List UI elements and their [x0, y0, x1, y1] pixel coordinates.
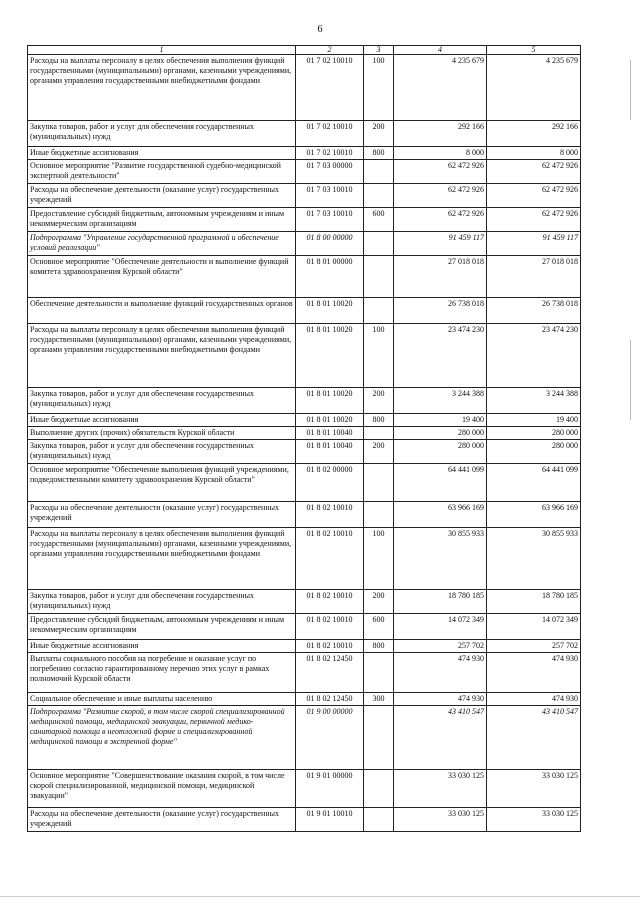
row-value-1-cell: 33 030 125: [394, 770, 487, 808]
row-code-cell: 01 8 02 10010: [296, 590, 364, 614]
row-value-2-cell: 33 030 125: [487, 770, 581, 808]
row-name-cell: Иные бюджетные ассигнования: [28, 640, 296, 653]
row-name-cell: Закупка товаров, работ и услуг для обеспечения государственных (муниципальных) нужд: [28, 440, 296, 464]
table-row: [28, 298, 581, 324]
row-code-cell: 01 7 03 00000: [296, 160, 364, 184]
row-type-cell: 200: [364, 121, 394, 147]
row-name-cell: Иные бюджетные ассигнования: [28, 414, 296, 427]
row-name-cell: Расходы на обеспечение деятельности (оказание услуг) государственных учреждений: [28, 808, 296, 832]
row-value-2-cell: 8 000: [487, 147, 581, 160]
row-value-2-cell: 19 400: [487, 414, 581, 427]
scan-edge-mark: [630, 340, 631, 420]
row-code-cell: 01 9 00 00000: [296, 706, 364, 770]
row-type-cell: 600: [364, 614, 394, 640]
table-row: [28, 693, 581, 706]
table-row: [28, 808, 581, 832]
row-name-cell: Выплаты социального пособия на погребение и оказание услуг по погребению согласно гарантированному перечню этих услуг в рамках полномочий Курской области: [28, 653, 296, 693]
row-type-cell: 600: [364, 208, 394, 232]
row-value-2-cell: 27 018 018: [487, 256, 581, 298]
row-value-2-cell: 62 472 926: [487, 208, 581, 232]
row-name-cell: Выполнение других (прочих) обязательств Курской области: [28, 427, 296, 440]
row-type-cell: 100: [364, 528, 394, 590]
row-value-2-cell: 43 410 547: [487, 706, 581, 770]
row-value-2-cell: 474 930: [487, 693, 581, 706]
row-value-2-cell: 33 030 125: [487, 808, 581, 832]
row-type-cell: 200: [364, 590, 394, 614]
row-name-cell: Расходы на обеспечение деятельности (оказание услуг) государственных учреждений: [28, 184, 296, 208]
row-value-1-cell: 30 855 933: [394, 528, 487, 590]
row-code-cell: 01 7 02 10010: [296, 121, 364, 147]
scan-bottom-edge: [0, 896, 640, 897]
header-col-1: 1: [28, 46, 296, 55]
row-type-cell: 200: [364, 388, 394, 414]
scan-edge-mark: [630, 60, 631, 120]
row-type-cell: [364, 653, 394, 693]
row-name-cell: Расходы на обеспечение деятельности (оказание услуг) государственных учреждений: [28, 502, 296, 528]
row-value-1-cell: 3 244 388: [394, 388, 487, 414]
header-col-4: 4: [394, 46, 487, 55]
row-type-cell: 100: [364, 55, 394, 121]
row-value-1-cell: 27 018 018: [394, 256, 487, 298]
row-type-cell: [364, 184, 394, 208]
row-value-2-cell: 292 166: [487, 121, 581, 147]
row-name-cell: Закупка товаров, работ и услуг для обеспечения государственных (муниципальных) нужд: [28, 121, 296, 147]
row-value-1-cell: 474 930: [394, 653, 487, 693]
table-row: [28, 388, 581, 414]
row-code-cell: 01 8 01 10020: [296, 324, 364, 388]
row-value-2-cell: 62 472 926: [487, 184, 581, 208]
row-value-1-cell: 292 166: [394, 121, 487, 147]
row-value-2-cell: 3 244 388: [487, 388, 581, 414]
row-type-cell: [364, 427, 394, 440]
row-value-1-cell: 18 780 185: [394, 590, 487, 614]
table-row: [28, 121, 581, 147]
row-value-2-cell: 18 780 185: [487, 590, 581, 614]
row-name-cell: Предоставление субсидий бюджетным, автономным учреждениям и иным некоммерческим организациям: [28, 614, 296, 640]
table-row: [28, 55, 581, 121]
row-type-cell: 800: [364, 147, 394, 160]
row-type-cell: 100: [364, 324, 394, 388]
row-value-1-cell: 63 966 169: [394, 502, 487, 528]
row-type-cell: [364, 232, 394, 256]
row-value-1-cell: 43 410 547: [394, 706, 487, 770]
row-name-cell: Расходы на выплаты персоналу в целях обеспечения выполнения функций государственными (муниципальными) органами, казенными учреждениями, органами управления государственными внебюджетными фондами: [28, 324, 296, 388]
row-name-cell: Закупка товаров, работ и услуг для обеспечения государственных (муниципальных) нужд: [28, 388, 296, 414]
row-value-2-cell: 62 472 926: [487, 160, 581, 184]
row-value-1-cell: 62 472 926: [394, 184, 487, 208]
row-value-1-cell: 257 702: [394, 640, 487, 653]
row-type-cell: [364, 502, 394, 528]
row-code-cell: 01 7 03 10010: [296, 184, 364, 208]
table-row: [28, 147, 581, 160]
row-code-cell: 01 8 02 10010: [296, 640, 364, 653]
row-type-cell: [364, 298, 394, 324]
row-type-cell: 300: [364, 693, 394, 706]
row-code-cell: 01 8 02 10010: [296, 502, 364, 528]
row-code-cell: 01 7 02 10010: [296, 147, 364, 160]
table-row: [28, 440, 581, 464]
table-row: [28, 427, 581, 440]
row-name-cell: Расходы на выплаты персоналу в целях обеспечения выполнения функций государственными (муниципальными) органами, казенными учреждениями, органами управления государственными внебюджетными фондами: [28, 528, 296, 590]
row-code-cell: 01 8 02 00000: [296, 464, 364, 502]
row-type-cell: [364, 464, 394, 502]
row-value-2-cell: 280 000: [487, 427, 581, 440]
row-code-cell: 01 8 02 10010: [296, 528, 364, 590]
table-row: [28, 653, 581, 693]
row-value-1-cell: 33 030 125: [394, 808, 487, 832]
header-col-3: 3: [364, 46, 394, 55]
row-name-cell: Основное мероприятие "Развитие государственной судебно-медицинской экспертной деятельности": [28, 160, 296, 184]
row-value-1-cell: 64 441 099: [394, 464, 487, 502]
row-type-cell: 800: [364, 414, 394, 427]
row-type-cell: [364, 808, 394, 832]
row-code-cell: 01 7 02 10010: [296, 55, 364, 121]
table-row: [28, 770, 581, 808]
row-code-cell: 01 8 02 12450: [296, 653, 364, 693]
table-row: [28, 414, 581, 427]
row-type-cell: 200: [364, 440, 394, 464]
row-name-cell: Основное мероприятие "Совершенствование оказания скорой, в том числе скорой специализированной, медицинской помощи, медицинской эвакуации": [28, 770, 296, 808]
row-value-2-cell: 280 000: [487, 440, 581, 464]
row-value-1-cell: 280 000: [394, 440, 487, 464]
table-row: [28, 706, 581, 770]
table-row: [28, 502, 581, 528]
row-name-cell: Основное мероприятие "Обеспечение деятельности и выполнение функций комитета здравоохранения Курской области": [28, 256, 296, 298]
budget-table: [27, 45, 581, 832]
table-body: [28, 55, 581, 832]
row-code-cell: 01 9 01 10010: [296, 808, 364, 832]
row-value-1-cell: 14 072 349: [394, 614, 487, 640]
table-row: [28, 464, 581, 502]
table-row: [28, 232, 581, 256]
row-value-1-cell: 4 235 679: [394, 55, 487, 121]
table-row: [28, 256, 581, 298]
row-value-1-cell: 62 472 926: [394, 208, 487, 232]
table-row: [28, 528, 581, 590]
row-name-cell: Подпрограмма "Управление государственной программой и обеспечение условий реализации": [28, 232, 296, 256]
row-value-1-cell: 19 400: [394, 414, 487, 427]
row-value-2-cell: 4 235 679: [487, 55, 581, 121]
table-row: [28, 614, 581, 640]
page-number: 6: [317, 24, 323, 35]
row-code-cell: 01 8 02 12450: [296, 693, 364, 706]
row-name-cell: Закупка товаров, работ и услуг для обеспечения государственных (муниципальных) нужд: [28, 590, 296, 614]
table-row: [28, 640, 581, 653]
row-name-cell: Основное мероприятие "Обеспечение выполнения функций учреждениями, подведомственными комитету здравоохранения Курской области": [28, 464, 296, 502]
row-code-cell: 01 7 03 10010: [296, 208, 364, 232]
row-value-2-cell: 23 474 230: [487, 324, 581, 388]
row-code-cell: 01 8 01 10020: [296, 298, 364, 324]
row-name-cell: Социальное обеспечение и иные выплаты населению: [28, 693, 296, 706]
row-value-2-cell: 63 966 169: [487, 502, 581, 528]
row-value-2-cell: 26 738 018: [487, 298, 581, 324]
row-value-1-cell: 8 000: [394, 147, 487, 160]
table-row: [28, 324, 581, 388]
row-value-2-cell: 30 855 933: [487, 528, 581, 590]
table-row: [28, 590, 581, 614]
row-name-cell: Обеспечение деятельности и выполнение функций государственных органов: [28, 298, 296, 324]
row-name-cell: Подпрограмма "Развитие скорой, в том числе скорой специализированной медицинской помощи, медицинской эвакуации, первичной медико-санитарной помощи в неотложной форме и специализированной медицинской помощи в экстренной форме": [28, 706, 296, 770]
row-type-cell: [364, 706, 394, 770]
row-value-2-cell: 14 072 349: [487, 614, 581, 640]
header-col-2: 2: [296, 46, 364, 55]
row-code-cell: 01 8 01 10040: [296, 427, 364, 440]
table-row: [28, 184, 581, 208]
row-value-2-cell: 64 441 099: [487, 464, 581, 502]
row-value-1-cell: 23 474 230: [394, 324, 487, 388]
row-value-1-cell: 474 930: [394, 693, 487, 706]
row-code-cell: 01 8 00 00000: [296, 232, 364, 256]
row-value-1-cell: 26 738 018: [394, 298, 487, 324]
table-header-row: [28, 46, 581, 55]
row-value-2-cell: 474 930: [487, 653, 581, 693]
row-code-cell: 01 8 01 10040: [296, 440, 364, 464]
row-code-cell: 01 8 01 10020: [296, 388, 364, 414]
table-row: [28, 160, 581, 184]
row-code-cell: 01 8 01 00000: [296, 256, 364, 298]
row-type-cell: [364, 256, 394, 298]
row-type-cell: [364, 770, 394, 808]
row-value-1-cell: 91 459 117: [394, 232, 487, 256]
table-row: [28, 208, 581, 232]
row-value-1-cell: 62 472 926: [394, 160, 487, 184]
row-value-1-cell: 280 000: [394, 427, 487, 440]
row-name-cell: Предоставление субсидий бюджетным, автономным учреждениям и иным некоммерческим организациям: [28, 208, 296, 232]
row-name-cell: Иные бюджетные ассигнования: [28, 147, 296, 160]
header-col-5: 5: [487, 46, 581, 55]
row-value-2-cell: 257 702: [487, 640, 581, 653]
row-name-cell: Расходы на выплаты персоналу в целях обеспечения выполнения функций государственными (муниципальными) органами, казенными учреждениями, органами управления государственными внебюджетными фондами: [28, 55, 296, 121]
row-type-cell: 800: [364, 640, 394, 653]
row-type-cell: [364, 160, 394, 184]
row-code-cell: 01 8 02 10010: [296, 614, 364, 640]
row-code-cell: 01 8 01 10020: [296, 414, 364, 427]
row-value-2-cell: 91 459 117: [487, 232, 581, 256]
row-code-cell: 01 9 01 00000: [296, 770, 364, 808]
